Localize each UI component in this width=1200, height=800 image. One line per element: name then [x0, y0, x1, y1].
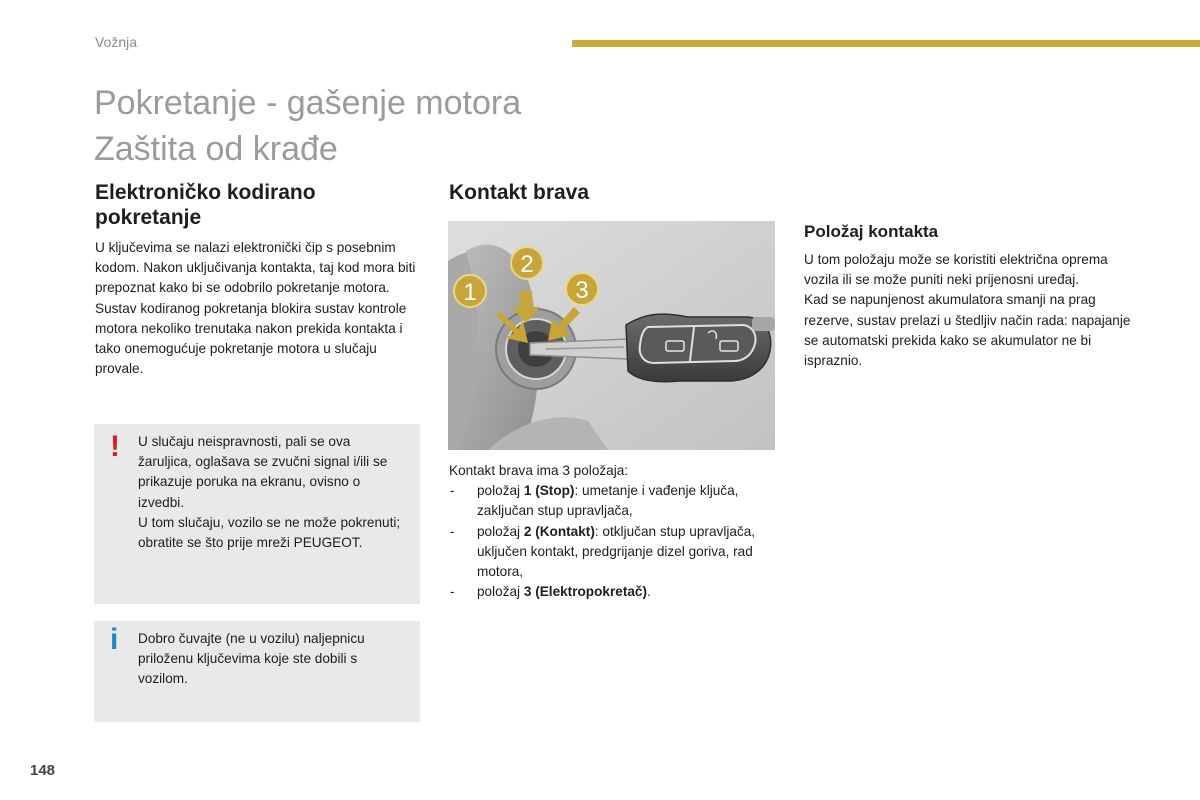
page-title-line-1: Pokretanje - gašenje motora — [94, 84, 522, 122]
list-item-description: : otključan stup upravljača, uključen kontakt, predgrijanje dizel goriva, rad motora, — [477, 523, 756, 580]
header-accent-bar — [572, 40, 1200, 47]
list-item — [449, 582, 789, 602]
positions-intro: Kontakt brava ima 3 položaja: — [449, 463, 629, 478]
warning-note-text — [138, 432, 406, 553]
list-item-position: 1 (Stop) — [523, 483, 575, 499]
list-item-prefix: položaj — [477, 483, 524, 499]
info-note-text — [138, 629, 406, 690]
position-3-badge — [566, 273, 598, 305]
position-1-badge — [454, 275, 486, 307]
paragraph: U tom slučaju, vozilo se ne može pokrenuti; obratite se što prije mreži PEUGEOT. — [138, 514, 401, 551]
page-title — [94, 80, 521, 172]
list-item — [449, 481, 789, 521]
list-item — [449, 522, 789, 583]
position-1-badge-label: 1 — [463, 279, 477, 306]
paragraph: U tom položaju može se koristiti električna oprema vozila ili se može puniti neki prijenosni uređaj. — [804, 252, 1108, 288]
section-label: Vožnja — [95, 34, 138, 50]
paragraph: U ključevima se nalazi elektronički čip s posebnim kodom. Nakon uključivanja kontakta, taj kod mora biti prepoznat kako bi se odobrilo pokretanje motora. — [95, 240, 416, 296]
heading-ignition-switch: Kontakt brava — [449, 181, 590, 204]
heading-electronic-coded-start: Elektroničko kodirano pokretanje — [95, 181, 316, 229]
position-2-badge-label: 2 — [520, 251, 534, 278]
list-item-position: 2 (Kontakt) — [523, 523, 595, 539]
position-2-badge — [511, 247, 543, 279]
info-icon: i — [110, 623, 119, 656]
heading-ignition-position: Položaj kontakta — [804, 222, 939, 241]
warning-exclamation-icon: ! — [110, 430, 120, 463]
list-item-description: : umetanje i vađenje ključa, zaključan stup upravljača, — [477, 483, 739, 519]
paragraph: U slučaju neispravnosti, pali se ova žaruljica, oglašava se zvučni signal i/ili se prikazuje poruka na ekranu, ovisno o izvedbi. — [138, 434, 388, 510]
list-item-prefix: položaj — [477, 584, 524, 600]
list-dash: - — [450, 483, 455, 499]
list-dash: - — [450, 584, 455, 600]
paragraph: Dobro čuvajte (ne u vozilu) naljepnicu priloženu ključevima koje ste dobili s vozilom. — [138, 631, 365, 687]
fob-key-ring — [752, 317, 775, 331]
electronic-start-text — [95, 238, 425, 379]
list-item-prefix: položaj — [477, 523, 524, 539]
ignition-switch-drawing — [448, 221, 775, 450]
paragraph: Sustav kodiranog pokretanja blokira sustav kontrole motora nekoliko trenutaka nakon prekida kontakta i tako onemogućuje pokretanje motora u slučaju provale. — [95, 300, 407, 377]
list-item-position: 3 (Elektropokretač) — [523, 584, 647, 600]
paragraph: Kad se napunjenost akumulatora smanji na prag rezerve, sustav prelazi u štedljiv način rada: napajanje se automatski prekida kako se akumulator ne bi ispraznio. — [804, 292, 1131, 369]
warning-note — [94, 424, 420, 604]
info-note — [94, 621, 420, 722]
list-dash: - — [450, 523, 455, 539]
positions-list — [449, 481, 789, 602]
ignition-switch-illustration — [448, 221, 775, 450]
ignition-position-text — [804, 250, 1134, 371]
ignition-positions-text — [449, 461, 789, 602]
page-title-line-2: Zaštita od krađe — [94, 130, 338, 168]
page-number: 148 — [30, 762, 56, 779]
list-item-description: . — [647, 584, 651, 600]
position-3-badge-label: 3 — [575, 277, 589, 304]
key-blade — [530, 339, 634, 359]
